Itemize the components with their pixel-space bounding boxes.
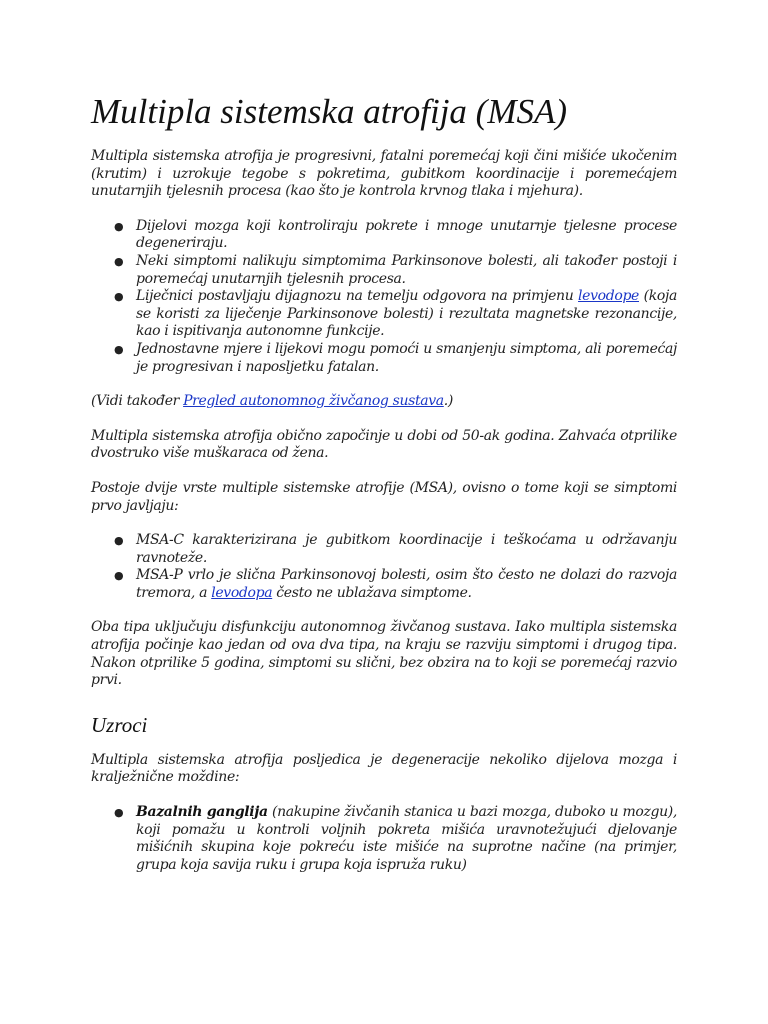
- see-also-paragraph: [91, 393, 677, 411]
- list-item: [114, 217, 677, 253]
- bullet-icon: ●: [114, 342, 124, 356]
- list-item-text: često ne ublažava simptome.: [272, 584, 472, 601]
- types-list: [91, 532, 677, 602]
- term-label: Bazalnih ganglija: [136, 804, 268, 821]
- list-item: [114, 252, 677, 288]
- list-item: [114, 532, 677, 567]
- bullet-icon: ●: [114, 534, 124, 548]
- types-intro-paragraph: Postoje dvije vrste multiple sistemske atrofije (MSA), ovisno o tome koji se simptomi prvo javljaju:: [91, 479, 677, 514]
- bullet-icon: ●: [114, 806, 124, 820]
- both-types-paragraph: Oba tipa uključuju disfunkciju autonomnog živčanog sustava. Iako multipla sistemska atrofija počinje kao jedan od ova dva tipa, na kraju se razviju simptomi i drugog tipa. Nakon otprilike 5 godina, simptomi su slični, bez obzira na to koji se poremećaj razvio prvi.: [91, 619, 677, 689]
- list-item-text: Neki simptomi nalikuju simptomima Parkinsonove bolesti, ali također postoji i poremećaj unutarnjih tjelesnih procesa.: [136, 252, 677, 287]
- list-item-text: Jednostavne mjere i lijekovi mogu pomoći u smanjenju simptoma, ali poremećaj je progresivan i naposljetku fatalan.: [136, 340, 677, 375]
- intro-paragraph: Multipla sistemska atrofija je progresivni, fatalni poremećaj koji čini mišiće ukočenim (krutim) i uzrokuje tegobe s pokretima, gubitkom koordinacije i poremećajem unutarnjih tjelesnih procesa (kao što je kontrola krvnog tlaka i mjehura).: [91, 148, 677, 200]
- list-item-text: Liječnici postavljaju dijagnozu na temelju odgovora na primjenu: [136, 288, 579, 305]
- list-item: [114, 567, 677, 602]
- causes-heading: Uzroci: [91, 712, 148, 737]
- causes-list: [91, 804, 677, 874]
- list-item: [114, 288, 677, 341]
- levodopa-link[interactable]: levodopa: [211, 584, 273, 601]
- autonomic-nervous-system-link[interactable]: Pregled autonomnog živčanog sustava: [183, 393, 444, 410]
- bullet-icon: ●: [114, 219, 124, 233]
- summary-list: [91, 218, 677, 376]
- list-item-text: (nakupine živčanih stanica u bazi mozga, duboko u mozgu), koji pomažu u kontroli voljnih pokreta mišića uravnotežujući djelovanje mišićnih skupina koje pokreću iste mišiće na suprotne načine (na primjer, grupa koja savija ruku i grupa koja ispruža ruku): [136, 804, 678, 873]
- list-item-text: MSA-P vrlo je slična Parkinsonovoj bolesti, osim što često ne dolazi do razvoja tremora, a: [136, 567, 677, 601]
- list-item: [114, 804, 678, 874]
- see-also-prefix: (Vidi također: [91, 393, 184, 410]
- causes-intro-paragraph: Multipla sistemska atrofija posljedica je degeneracije nekoliko dijelova mozga i kralježnične moždine:: [91, 751, 677, 786]
- levodope-link[interactable]: levodope: [578, 288, 639, 305]
- list-item-text: Dijelovi mozga koji kontroliraju pokrete i mnoge unutarnje tjelesne procese degeneriraju.: [136, 217, 677, 252]
- list-item-text: MSA-C karakterizirana je gubitkom koordinacije i teškoćama u održavanju ravnoteže.: [136, 532, 677, 566]
- list-item: [114, 340, 677, 376]
- bullet-icon: ●: [114, 254, 124, 268]
- onset-paragraph: Multipla sistemska atrofija obično započinje u dobi od 50-ak godina. Zahvaća otprilike dvostruko više muškaraca od žena.: [91, 427, 677, 462]
- list-item-text: (koja se koristi za liječenje Parkinsonove bolesti) i rezultata magnetske rezonancije, kao i ispitivanja autonomne funkcije.: [136, 288, 677, 340]
- bullet-icon: ●: [114, 569, 124, 583]
- see-also-suffix: .): [443, 393, 453, 410]
- bullet-icon: ●: [114, 290, 124, 304]
- document-page: [91, 92, 677, 891]
- page-title: Multipla sistemska atrofija (MSA): [91, 92, 568, 131]
